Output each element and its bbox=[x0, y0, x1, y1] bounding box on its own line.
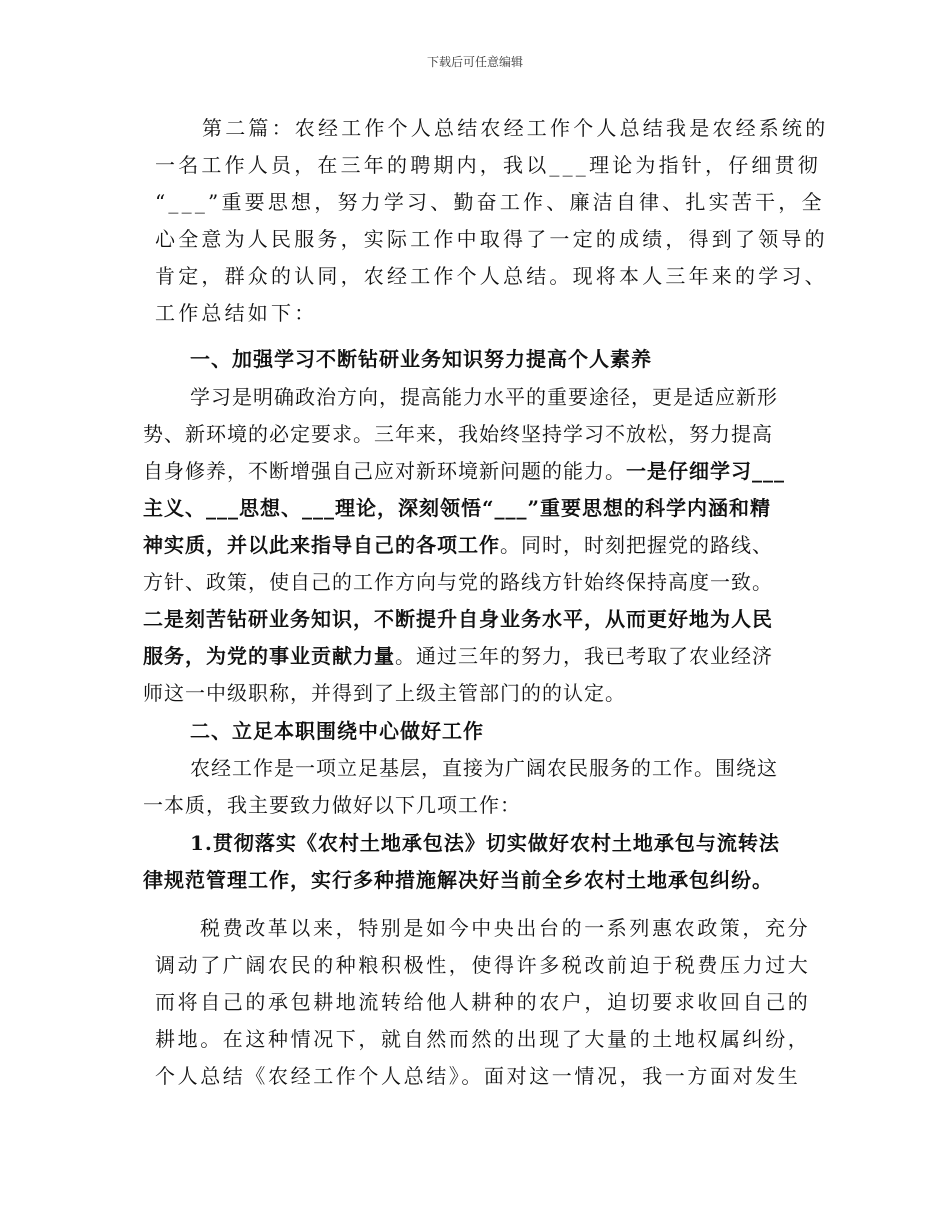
text-line: 主义、___思想、___理论，深刻领悟“___”重要思想的科学内涵和精 bbox=[143, 496, 772, 520]
text-line: 心全意为人民服务，实际工作中取得了一定的成绩，得到了领导的 bbox=[155, 227, 828, 251]
text-line: 而将自己的承包耕地流转给他人耕种的农户，迫切要求收回自己的 bbox=[155, 990, 811, 1014]
section-heading: 一、加强学习不断钻研业务知识努力提高个人素养 bbox=[190, 347, 652, 371]
text-line: 农经工作是一项立足基层，直接为广阔农民服务的工作。围绕这 bbox=[190, 756, 778, 780]
text-line: 耕地。在这种情况下，就自然而然的出现了大量的土地权属纠纷， bbox=[155, 1027, 811, 1051]
text-line: 势、新环境的必定要求。三年来，我始终坚持学习不放松，努力提高 bbox=[143, 422, 773, 446]
text-line: 个人总结《农经工作个人总结》。面对这一情况，我一方面对发生 bbox=[155, 1064, 801, 1088]
text-line: 一本质，我主要致力做好以下几项工作： bbox=[143, 793, 521, 817]
text-line: 师这一中级职称，并得到了上级主管部门的的认定。 bbox=[143, 681, 626, 705]
text-line: 税费改革以来，特别是如今中央出台的一系列惠农政策，充分 bbox=[200, 916, 811, 940]
text-line: “___”重要思想，努力学习、勤奋工作、廉洁自律、扎实苦干，全 bbox=[155, 190, 825, 214]
text-line: 神实质，并以此来指导自己的各项工作。同时，时刻把握党的路线、 bbox=[143, 533, 773, 557]
text-line: 自身修养，不断增强自己应对新环境新问题的能力。一是仔细学习___ bbox=[143, 459, 785, 483]
section-heading: 二、立足本职围绕中心做好工作 bbox=[190, 719, 484, 743]
text-line: 肯定，群众的认同，农经工作个人总结。现将本人三年来的学习、 bbox=[155, 264, 828, 288]
text-line: 工作总结如下： bbox=[155, 301, 318, 325]
text-line: 方针、政策，使自己的工作方向与党的路线方针始终保持高度一致。 bbox=[143, 570, 773, 594]
text-line: 第二篇：农经工作个人总结农经工作个人总结我是农经系统的 bbox=[202, 116, 829, 140]
page-header: 下载后可任意编辑 bbox=[426, 55, 523, 69]
text-line: 调动了广阔农民的种粮积极性，使得许多税改前迫于税费压力过大 bbox=[155, 953, 811, 977]
subsection-heading: 律规范管理工作，实行多种措施解决好当前全乡农村土地承包纠纷。 bbox=[143, 868, 773, 892]
subsection-heading: 1.贯彻落实《农村土地承包法》切实做好农村土地承包与流转法 bbox=[190, 831, 780, 855]
text-line: 学习是明确政治方向，提高能力水平的重要途径，更是适应新形 bbox=[190, 385, 778, 409]
text-line: 一名工作人员，在三年的聘期内，我以___理论为指针，仔细贯彻 bbox=[155, 153, 821, 177]
text-line: 服务，为党的事业贡献力量。通过三年的努力，我已考取了农业经济 bbox=[143, 644, 773, 668]
text-line: 二是刻苦钻研业务知识，不断提升自身业务水平，从而更好地为人民 bbox=[143, 607, 773, 631]
